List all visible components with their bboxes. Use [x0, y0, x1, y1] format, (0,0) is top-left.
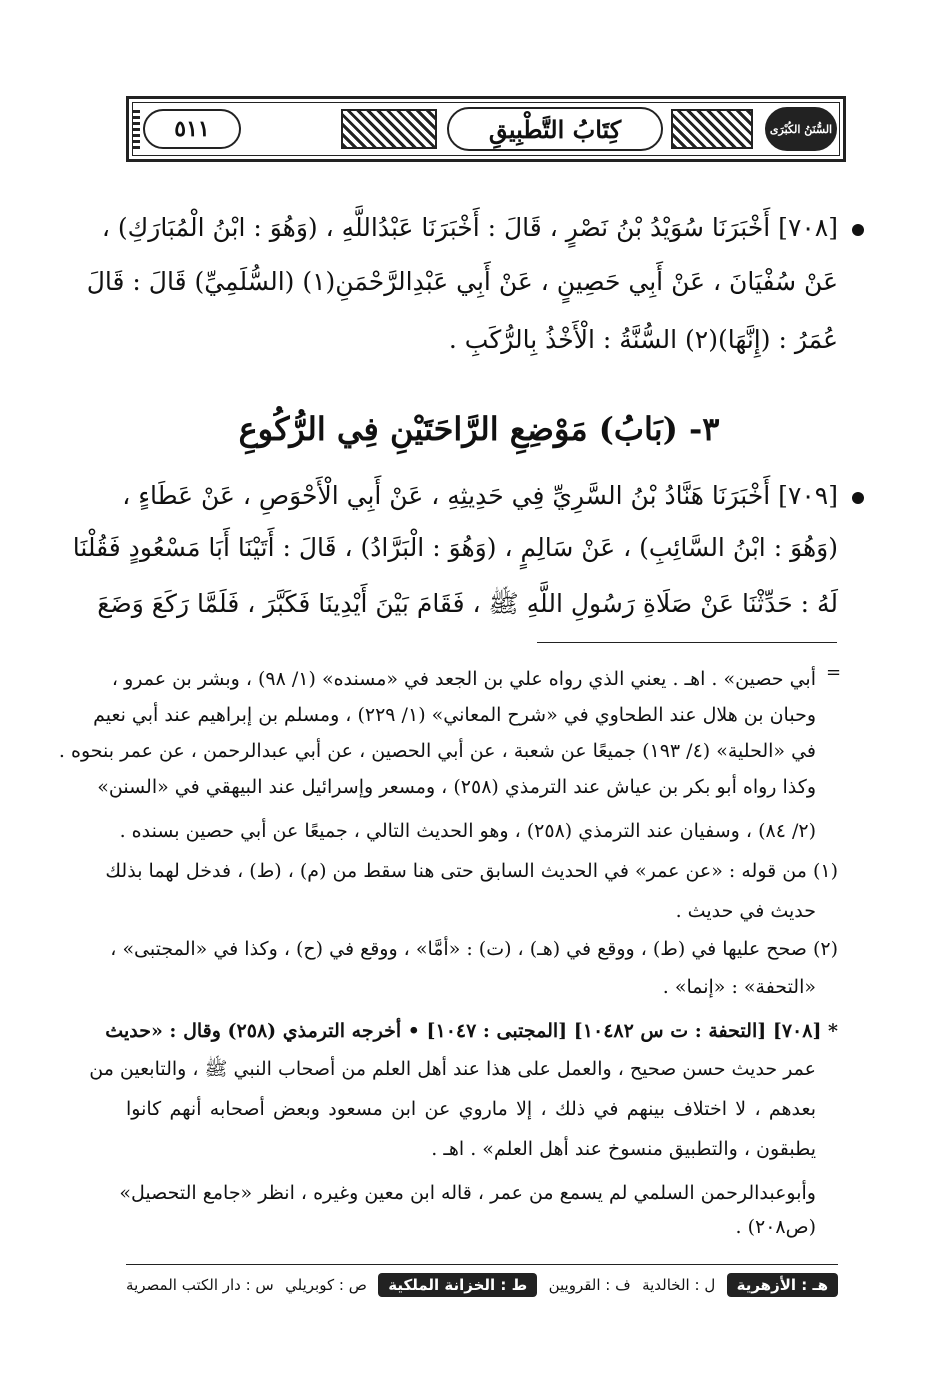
chapter-heading: ٣- (بَابُ) مَوْضِعِ الرَّاحَتَيْنِ فِي الرُّكُوعِ: [238, 410, 720, 448]
bullet-icon: [852, 224, 864, 236]
header-ornament-left: [341, 109, 437, 149]
bullet-icon: [852, 492, 864, 504]
header-ornament-cap: [132, 109, 140, 149]
takhrij-line: * [٧٠٨] [التحفة : ت س ١٠٤٨٢] [المجتبى : ١٠٤٧] • أخرجه الترمذي (٢٥٨) وقال : «حديث: [105, 1020, 838, 1042]
footnote-continued-line: أبي حصين» . اهـ . يعني الذي رواه علي بن الجعد في «مسنده» (١/ ٩٨) ، وبشر بن عمرو ،: [111, 668, 816, 690]
takhrij-line: وأبوعبدالرحمن السلمي لم يسمع من عمر ، قاله ابن معين وغيره ، انظر «جامع التحصيل»: [119, 1182, 816, 1204]
hadith-709-line-2: (وَهُوَ : ابْنُ السَّائِبِ) ، عَنْ سَالِمٍ ، (وَهُوَ : الْبَرَّادُ) ، قَالَ : أَتَيْنَا أَبَا مَسْعُودٍ فَقُلْنَا: [72, 533, 838, 562]
footnote-continued-line: وحبان بن هلال عند الطحاوي في «شرح المعاني» (١/ ٢٢٩) ، ومسلم بن إبراهيم عند أبي نعيم: [93, 704, 816, 726]
continuation-marker: =: [826, 662, 842, 683]
footnote-1-line: (١) من قوله : «عن عمر» في الحديث السابق حتى هنا سقط من (م) ، (ط) ، فدخل لهما بذلك: [105, 860, 838, 882]
takhrij-line: يطبقون ، والتطبيق منسوخ عند أهل العلم» . اهـ .: [431, 1138, 816, 1160]
book-title: كِتَابُ التَّطْبِيقِ: [447, 107, 663, 151]
source-l: ل : الخالدية: [642, 1276, 716, 1294]
footnote-2-line: (٢) صحح عليها في (ط) ، ووقع في (هـ) ، (ت) : «أمَّا» ، ووقع في (ح) ، وكذا في «المجتبى» ،: [110, 938, 838, 960]
hadith-708-line-1: [٧٠٨] أَخْبَرَنَا سُوَيْدُ بْنُ نَصْرٍ ، قَالَ : أَخْبَرَنَا عَبْدُاللَّهِ ، (وَهُوَ : ابْنُ الْمُبَارَكِ) ،: [120, 208, 864, 248]
header-ornament-right: [671, 109, 753, 149]
footnote-1-line: حديث في حديث .: [675, 900, 816, 922]
footnote-separator: [537, 642, 837, 643]
source-h: هـ : الأزهرية: [727, 1273, 838, 1297]
footnote-continued-line: (٢/ ٨٤) ، وسفيان عند الترمذي (٢٥٨) ، وهو الحديث التالي ، جميعًا عن أبي حصين بسنده .: [119, 820, 816, 842]
source-f: ف : القرويين: [548, 1276, 631, 1294]
footnote-continued-line: في «الحلية» (٤/ ١٩٣) جميعًا عن شعبة ، عن أبي الحصين ، عن أبي عبدالرحمن ، عن عمر بنحوه .: [58, 740, 816, 762]
footnote-continued-line: وكذا رواه أبو بكر بن عياش عند الترمذي (٢٥٨) ، ومسعر وإسرائيل عند البيهقي في «السنن»: [97, 776, 816, 798]
bottom-rule: [126, 1264, 838, 1265]
takhrij-line: (ص٢٠٨) .: [735, 1216, 816, 1238]
page-number: ٥١١: [143, 109, 241, 149]
page-header: [126, 96, 846, 162]
footnote-2-line: «التحفة» : «إنما» .: [662, 976, 816, 998]
takhrij-line: عمر حديث حسن صحيح ، والعمل على هذا عند أهل العلم من أصحاب النبي ﷺ ، والتابعين من: [89, 1058, 816, 1080]
hadith-709-line-1: [٧٠٩] أَخْبَرَنَا هَنَّادُ بْنُ السَّرِيِّ فِي حَدِيثِهِ ، عَنْ أَبِي الْأَحْوَصِ ، عَنْ عَطَاءٍ ،: [120, 476, 864, 516]
hadith-709-line-3: لَهُ : حَدِّثْنَا عَنْ صَلَاةِ رَسُولِ اللَّهِ ﷺ ، فَقَامَ بَيْنَ أَيْدِينَا فَكَبَّرَ ، فَلَمَّا رَكَعَ وَضَعَ: [97, 589, 838, 618]
hadith-708-line-3: عُمَرُ : (إِنَّهَا)(٢) السُّنَّةُ : الْأَخْذُ بِالرُّكَبِ .: [448, 325, 838, 354]
takhrij-line: بعدهم ، لا اختلاف بينهم في ذلك ، إلا ماروي عن ابن مسعود وبعض أصحابه أنهم كانوا: [126, 1098, 816, 1120]
series-logo: السُّنَنُ الكُبْرَى: [765, 107, 837, 151]
manuscript-sources: [126, 1268, 838, 1302]
source-t: ط : الخزانة الملكية: [378, 1273, 537, 1297]
hadith-708-line-2: عَنْ سُفْيَانَ ، عَنْ أَبِي حَصِينٍ ، عَنْ أَبِي عَبْدِالرَّحْمَنِ(١) (السُّلَمِيِّ) قَالَ : قَالَ: [86, 267, 838, 296]
source-s2: ص : كوبريلي: [285, 1276, 367, 1294]
source-s: س : دار الكتب المصرية: [126, 1276, 274, 1294]
